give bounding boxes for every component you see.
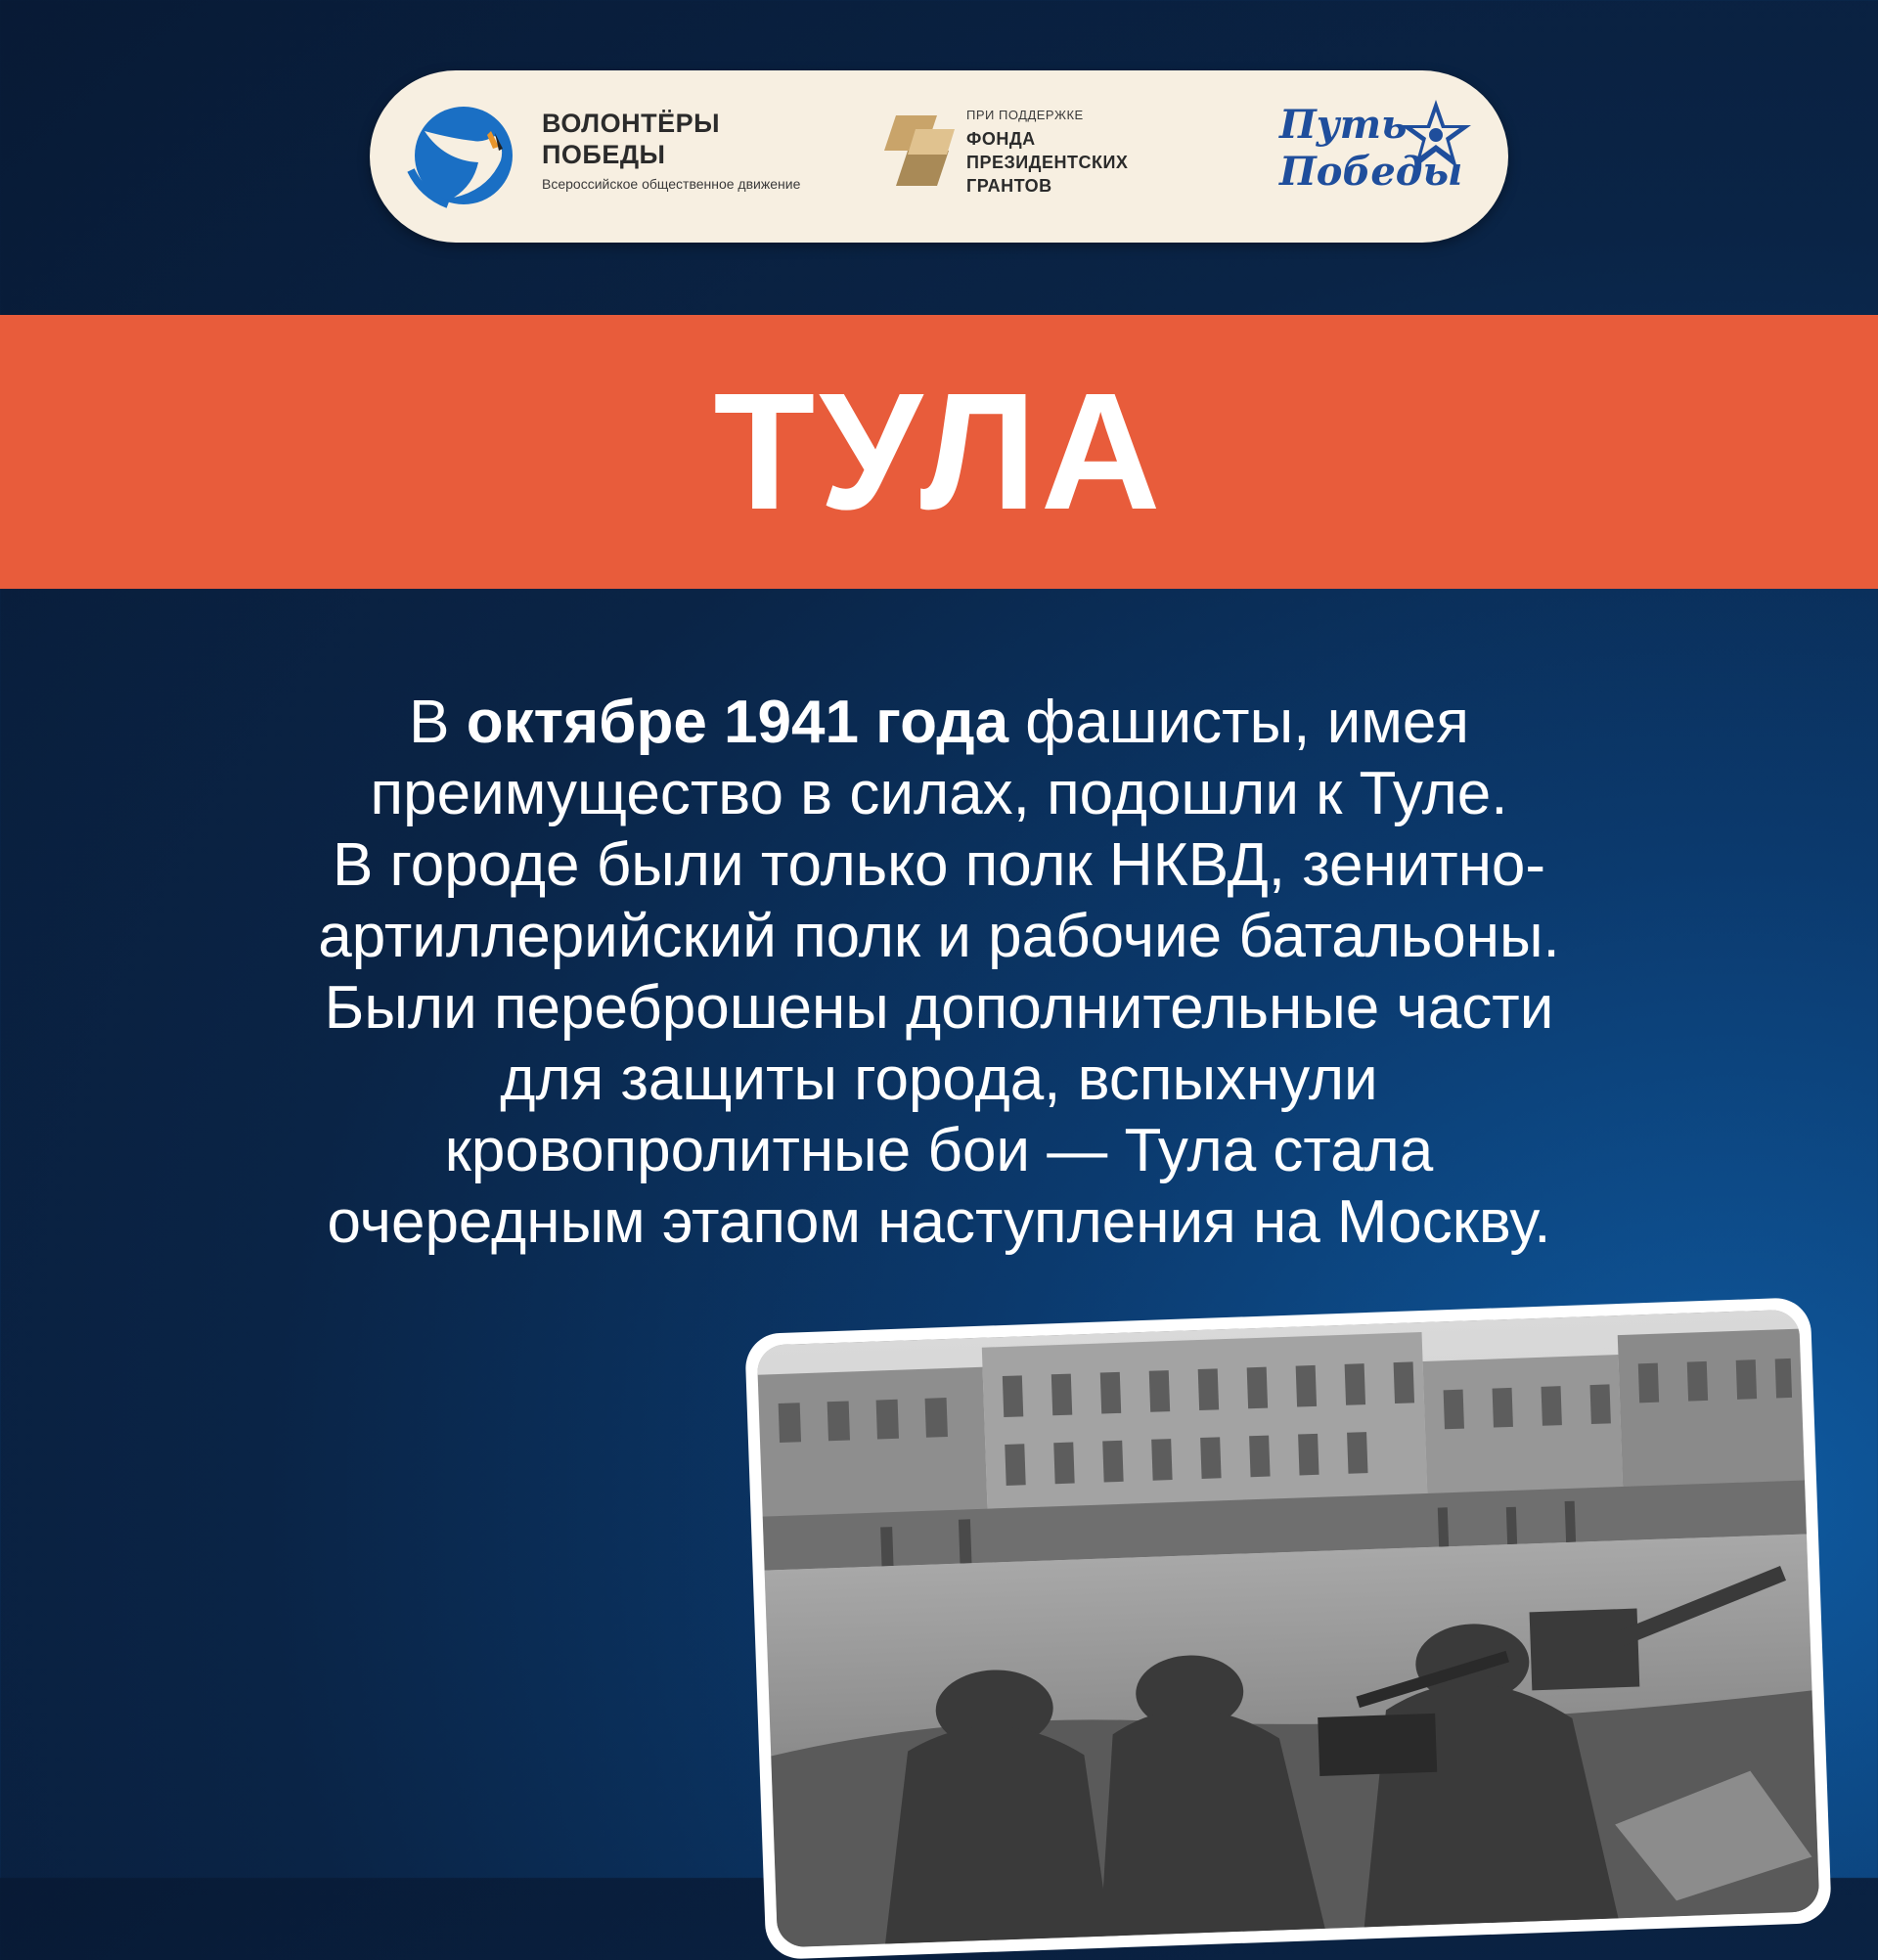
- body-line-6: для защиты города, вспыхнули: [500, 1046, 1378, 1113]
- volunteers-title: ВОЛОНТЁРЫ ПОБЕДЫ: [542, 109, 721, 169]
- body-line-5: Были переброшены дополнительные части: [324, 974, 1554, 1042]
- title-band: [0, 315, 1878, 589]
- victory-path-line1: Путь: [1279, 102, 1408, 148]
- fund-logo: [878, 106, 1172, 213]
- victory-path-line2: Победы: [1279, 149, 1463, 195]
- dove-icon: [405, 102, 522, 209]
- photo-frame: [744, 1297, 1832, 1960]
- fund-title: ФОНДА ПРЕЗИДЕНТСКИХ ГРАНТОВ: [966, 129, 1129, 196]
- historical-photo-icon: [757, 1310, 1820, 1948]
- volunteers-logo: [405, 98, 816, 215]
- fund-emblem-icon: [878, 111, 961, 190]
- star-icon: [1397, 96, 1475, 174]
- body-line-1-bold: октябре 1941 года: [466, 689, 1009, 756]
- logo-bar: [370, 70, 1508, 243]
- victory-path-logo: [1279, 92, 1485, 219]
- historical-photo: [757, 1310, 1820, 1948]
- body-line-7: кровопролитные бои — Тула стала: [444, 1117, 1434, 1184]
- fund-support-label: ПРИ ПОДДЕРЖКЕ: [966, 108, 1084, 122]
- body-line-1: [98, 687, 1780, 758]
- body-line-8: очередным этапом наступления на Москву.: [327, 1188, 1551, 1256]
- body-paragraph: [98, 687, 1780, 1258]
- body-line-4: артиллерийский полк и рабочие батальоны.: [318, 903, 1560, 970]
- body-line-3: В городе были только полк НКВД, зенитно-: [332, 831, 1546, 899]
- volunteers-subtitle: Всероссийское общественное движение: [542, 176, 801, 192]
- body-line-1-prefix: В: [409, 689, 467, 756]
- page-title: ТУЛА: [713, 359, 1165, 545]
- body-line-1-suffix: фашисты, имея: [1008, 689, 1469, 756]
- body-line-2: преимущество в силах, подошли к Туле.: [370, 760, 1508, 827]
